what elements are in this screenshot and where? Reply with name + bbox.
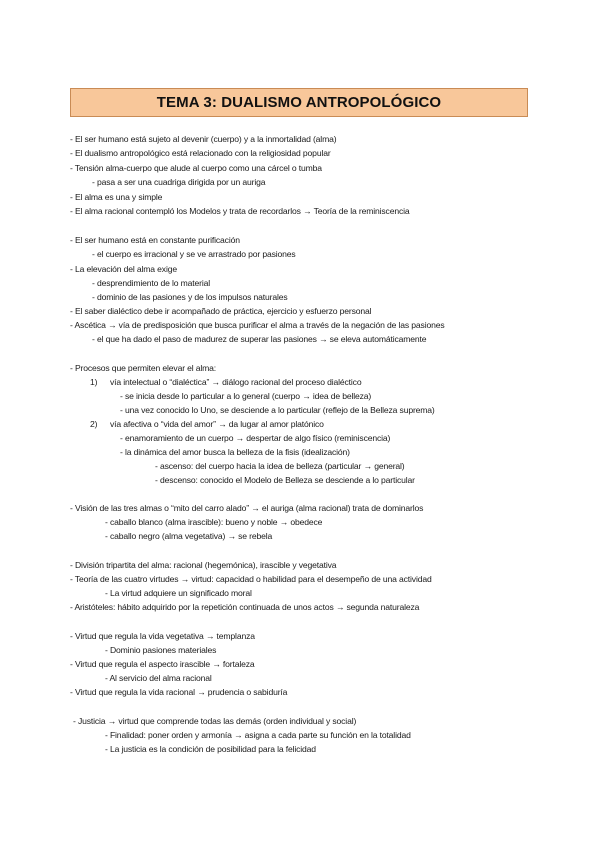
text-line: - Virtud que regula la vida vegetativa → templanza [70,631,255,641]
text-line: - La elevación del alma exige [70,264,177,274]
text-line: - caballo blanco (alma irascible): bueno y noble → obedece [105,517,323,527]
text-line: - Tensión alma-cuerpo que alude al cuerpo como una cárcel o tumba [70,163,322,173]
text-line: - Aristóteles: hábito adquirido por la repetición continuada de unos actos → segunda naturaleza [70,602,420,612]
numbered-item [90,419,324,430]
title-box [70,88,528,117]
text-line: - Ascética → vía de predisposición que busca purificar el alma a través de la negación de las pasiones [70,320,445,330]
text-line: - Virtud que regula el aspecto irascible → fortaleza [70,659,255,669]
numbered-item [90,377,361,388]
item-number: 1) [90,377,98,387]
text-line: - ascenso: del cuerpo hacia la idea de belleza (particular → general) [155,461,405,471]
text-line: - el cuerpo es irracional y se ve arrastrado por pasiones [92,249,296,259]
text-line: - una vez conocido lo Uno, se desciende a lo particular (reflejo de la Belleza suprema) [120,405,435,415]
text-line: - dominio de las pasiones y de los impulsos naturales [92,292,288,302]
text-line: - el que ha dado el paso de madurez de superar las pasiones → se eleva automáticamente [92,334,427,344]
text-line: - Virtud que regula la vida racional → prudencia o sabiduría [70,687,288,697]
text-line: - Visión de las tres almas o “mito del carro alado” → el auriga (alma racional) trata de dominarlos [70,503,424,513]
page-title: TEMA 3: DUALISMO ANTROPOLÓGICO [156,94,442,111]
text-line: - enamoramiento de un cuerpo → despertar de algo físico (reminiscencia) [120,433,391,443]
text-line: - Dominio pasiones materiales [105,645,217,655]
text-line: - la dinámica del amor busca la belleza de la fisis (idealización) [120,447,350,457]
text-line: - Al servicio del alma racional [105,673,212,683]
text-line: - descenso: conocido el Modelo de Belleza se desciende a lo particular [155,475,415,485]
item-number: 2) [90,419,98,429]
text-line: - se inicia desde lo particular a lo general (cuerpo → idea de belleza) [120,391,372,401]
text-line: - desprendimiento de lo material [92,278,210,288]
text-line: - La justicia es la condición de posibilidad para la felicidad [105,744,316,754]
text-line: - El ser humano está en constante purificación [70,235,240,245]
text-line: - Justicia → virtud que comprende todas las demás (orden individual y social) [73,716,357,726]
text-line: - El alma es una y simple [70,192,163,202]
text-line: - Teoría de las cuatro virtudes → virtud: capacidad o habilidad para el desempeño de una actividad [70,574,432,584]
text-line: - La virtud adquiere un significado moral [105,588,252,598]
text-line: - División tripartita del alma: racional (hegemónica), irascible y vegetativa [70,560,337,570]
text-line: - pasa a ser una cuadriga dirigida por un auriga [92,177,266,187]
item-text: vía intelectual o “dialéctica” → diálogo racional del proceso dialéctico [110,377,362,387]
text-line: - El saber dialéctico debe ir acompañado de práctica, ejercicio y esfuerzo personal [70,306,372,316]
text-line: - El ser humano está sujeto al devenir (cuerpo) y a la inmortalidad (alma) [70,134,337,144]
item-text: vía afectiva o “vida del amor” → da lugar al amor platónico [110,419,324,429]
text-line: - El alma racional contempló los Modelos y trata de recordarlos → Teoría de la reminiscencia [70,206,410,216]
text-line: - El dualismo antropológico está relacionado con la religiosidad popular [70,148,331,158]
text-line: - Finalidad: poner orden y armonía → asigna a cada parte su función en la totalidad [105,730,411,740]
text-line: - caballo negro (alma vegetativa) → se rebela [105,531,273,541]
text-line: - Procesos que permiten elevar el alma: [70,363,217,373]
